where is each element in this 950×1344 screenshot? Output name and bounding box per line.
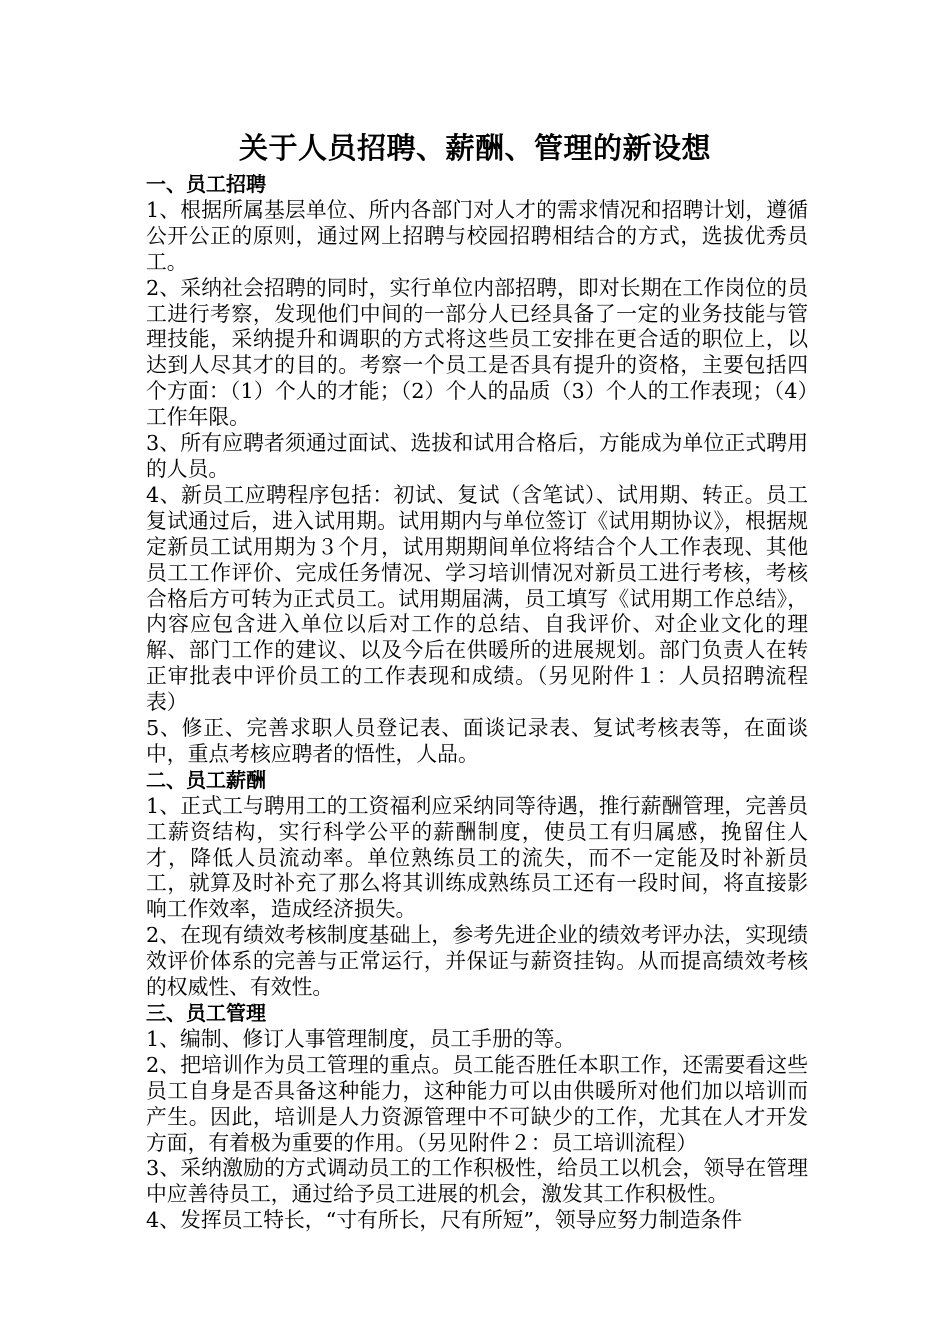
section-heading-recruitment: 一、员工招聘 [146, 172, 266, 196]
section-heading-management: 三、员工管理 [146, 1001, 266, 1025]
paragraph: 4、新员工应聘程序包括：初试、复试（含笔试）、试用期、转正。员工复试通过后，进入试用期。试用期内与单位签订《试用期协议》，根据规定新员工试用期为３个月，试用期期间单位将结合个人工作表现、其他员工工作评价、完成任务情况、学习培训情况对新员工进行考核，考核合格后方可转为正式员工。试用期届满，员工填写《试用期工作总结》，内容应包含进入单位以后对工作的总结、自我评价、对企业文化的理解、部门工作的建议、以及今后在供暖所的进展规划。部门负责人在转正审批表中评价员工的工作表现和成绩。（另见附件１：人员招聘流程表） [146, 482, 808, 715]
paragraph: 2、把培训作为员工管理的重点。员工能否胜任本职工作，还需要看这些员工自身是否具备这种能力，这种能力可以由供暖所对他们加以培训而产生。因此，培训是人力资源管理中不可缺少的工作，尤其在人才开发方面，有着极为重要的作用。（另见附件２：员工培训流程） [146, 1052, 808, 1155]
paragraph: 1、正式工与聘用工的工资福利应采纳同等待遇，推行薪酬管理，完善员工薪资结构，实行科学公平的薪酬制度，使员工有归属感，挽留住人才，降低人员流动率。单位熟练员工的流失，而不一定能及时补新员工，就算及时补充了那么将其训练成熟练员工还有一段时间，将直接影响工作效率，造成经济损失。 [146, 793, 808, 922]
paragraph: 1、根据所属基层单位、所内各部门对人才的需求情况和招聘计划，遵循公开公正的原则，通过网上招聘与校园招聘相结合的方式，选拔优秀员工。 [146, 197, 808, 274]
paragraph: 3、所有应聘者须通过面试、选拔和试用合格后，方能成为单位正式聘用的人员。 [146, 431, 808, 481]
section-heading-salary: 二、员工薪酬 [146, 767, 266, 792]
paragraph: 3、采纳激励的方式调动员工的工作积极性，给员工以机会，领导在管理中应善待员工，通过给予员工进展的机会，激发其工作积极性。 [146, 1156, 808, 1207]
paragraph: 4、发挥员工特长，“寸有所长，尺有所短”，领导应努力制造条件 [146, 1208, 743, 1233]
paragraph: 1、编制、修订人事管理制度，员工手册的等。 [146, 1026, 576, 1051]
document-body [146, 172, 808, 1234]
paragraph: 2、在现有绩效考核制度基础上，参考先进企业的绩效考评办法，实现绩效评价体系的完善与正常运行，并保证与薪资挂钩。从而提高绩效考核的权威性、有效性。 [146, 923, 808, 1000]
paragraph: 2、采纳社会招聘的同时，实行单位内部招聘，即对长期在工作岗位的员工进行考察，发现他们中间的一部分人已经具备了一定的业务技能与管理技能，采纳提升和调职的方式将这些员工安排在更合适的职位上，以达到人尽其才的目的。考察一个员工是否具有提升的资格，主要包括四个方面：（1）个人的才能；（2）个人的品质（3）个人的工作表现；（4）工作年限。 [146, 275, 808, 430]
document-title: 关于人员招聘、薪酬、管理的新设想 [238, 131, 711, 165]
paragraph: 5、修正、完善求职人员登记表、面谈记录表、复试考核表等，在面谈中，重点考核应聘者的悟性，人品。 [146, 716, 808, 766]
